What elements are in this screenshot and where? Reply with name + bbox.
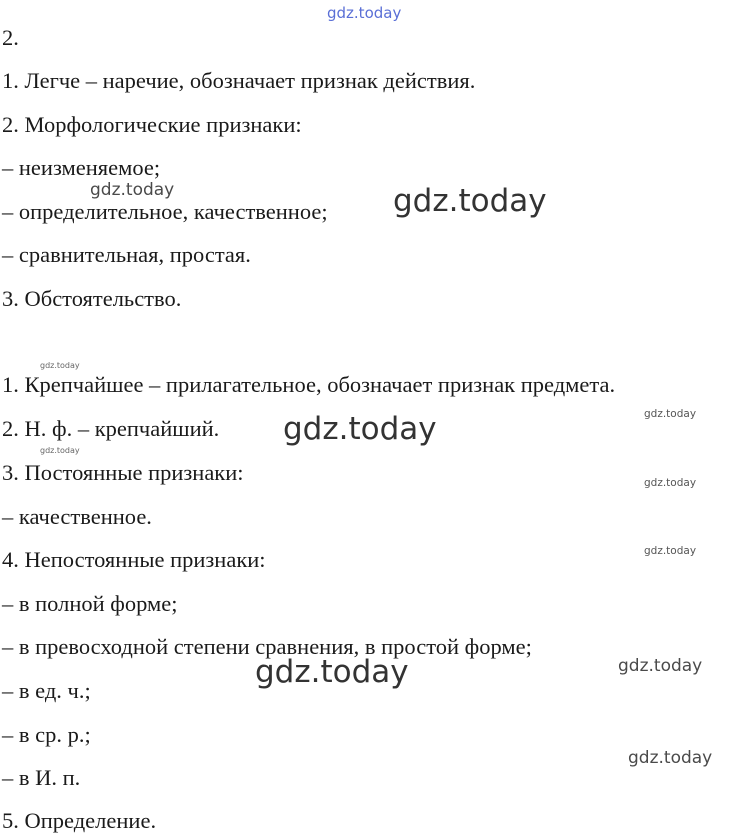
text-line-13: – в превосходной степени сравнения, в простой форме;	[2, 634, 532, 659]
text-line-9: 3. Постоянные признаки:	[2, 460, 244, 485]
watermark: gdz.today	[618, 656, 703, 676]
text-line-5: – сравнительная, простая.	[2, 242, 251, 267]
text-line-2: 2. Морфологические признаки:	[2, 112, 302, 137]
watermark: gdz.today	[255, 654, 409, 690]
text-line-11: 4. Непостоянные признаки:	[2, 547, 266, 572]
watermark: gdz.today	[283, 411, 437, 447]
text-line-15: – в ср. р.;	[2, 722, 91, 747]
text-line-16: – в И. п.	[2, 765, 81, 790]
watermark: gdz.today	[40, 361, 80, 370]
watermark: gdz.today	[393, 183, 547, 219]
text-line-14: – в ед. ч.;	[2, 678, 91, 703]
text-line-17: 5. Определение.	[2, 808, 157, 833]
text-line-10: – качественное.	[2, 504, 152, 529]
watermark: gdz.today	[628, 748, 713, 768]
watermark: gdz.today	[90, 180, 175, 200]
header-watermark: gdz.today	[327, 4, 402, 22]
text-line-1: 1. Легче – наречие, обозначает признак действия.	[2, 68, 476, 93]
text-line-6: 3. Обстоятельство.	[2, 286, 182, 311]
text-line-8: 2. Н. ф. – крепчайший.	[2, 416, 220, 441]
text-line-12: – в полной форме;	[2, 591, 178, 616]
text-line-4: – определительное, качественное;	[2, 199, 328, 224]
watermark: gdz.today	[40, 446, 80, 455]
text-line-7: 1. Крепчайшее – прилагательное, обозначает признак предмета.	[2, 372, 616, 397]
watermark: gdz.today	[644, 545, 697, 557]
watermark: gdz.today	[644, 477, 697, 489]
task-number: 2.	[2, 25, 19, 50]
text-line-3: – неизменяемое;	[2, 155, 161, 180]
watermark: gdz.today	[644, 408, 697, 420]
